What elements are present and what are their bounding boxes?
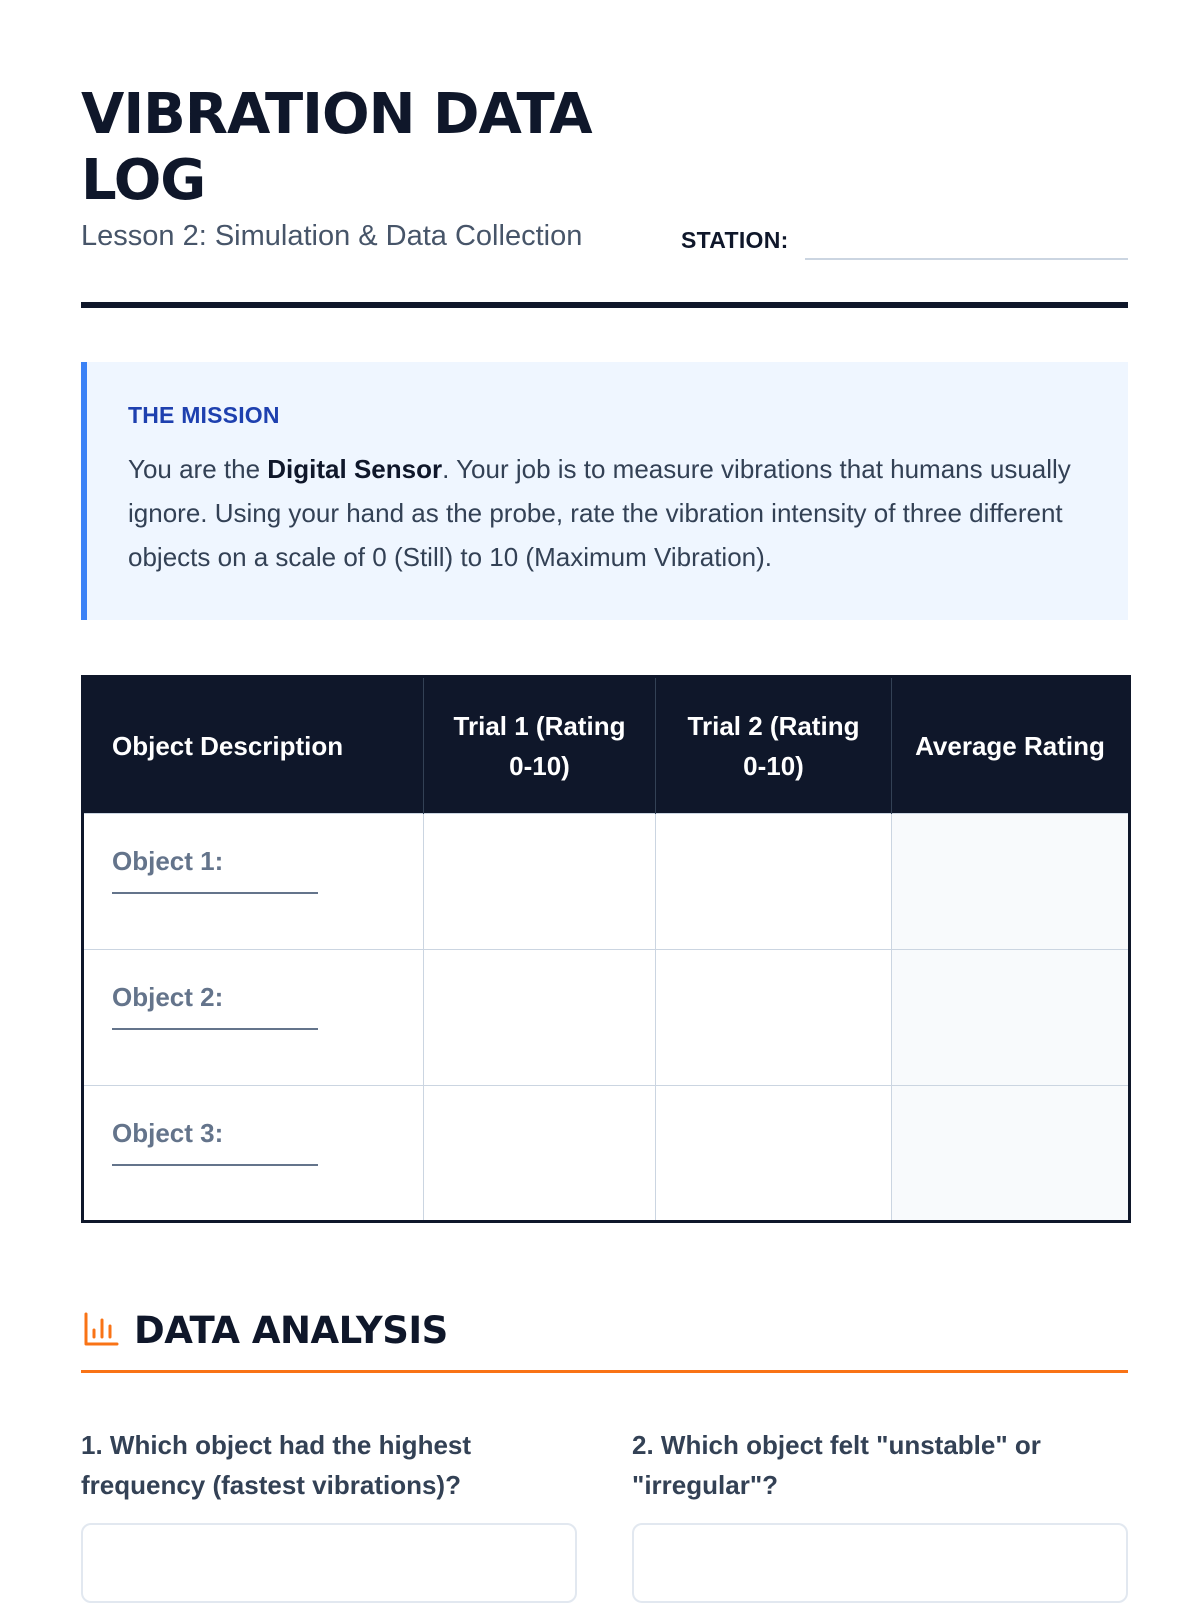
lesson-subtitle: Lesson 2: Simulation & Data Collection (81, 220, 583, 252)
table-row (83, 1086, 1130, 1222)
object-cell[interactable] (83, 814, 424, 950)
station-field[interactable] (805, 258, 1128, 260)
mission-text-bold: Digital Sensor (267, 454, 443, 484)
question-2 (632, 1425, 1128, 1603)
average-cell[interactable] (892, 814, 1130, 950)
col-header-trial2: Trial 2 (Rating 0-10) (656, 677, 892, 814)
question-1-text: 1. Which object had the highest frequency (fastest vibrations)? (81, 1430, 472, 1500)
mission-box (81, 362, 1128, 620)
question-2-text: 2. Which object felt "unstable" or "irregular"? (632, 1430, 1041, 1500)
data-table (81, 675, 1131, 1223)
object-name-line (112, 892, 318, 894)
col-header-trial1: Trial 1 (Rating 0-10) (424, 677, 656, 814)
analysis-header (81, 1305, 1128, 1373)
analysis-title: DATA ANALYSIS (134, 1309, 448, 1352)
object-cell[interactable] (83, 1086, 424, 1222)
station-label: STATION: (681, 227, 789, 253)
table-row (83, 950, 1130, 1086)
mission-text-start: You are the (128, 454, 268, 484)
object-label: Object 3: (112, 1118, 224, 1148)
object-cell[interactable] (83, 950, 424, 1086)
header (81, 0, 1128, 308)
trial1-cell[interactable] (424, 950, 656, 1086)
mission-text-end: . Your job is to measure vibrations that humans usually ignore. Using your hand as the probe, rate the vibration intensity of three different objects on a scale of 0 (Still) to 10 (Maximum Vibration). (128, 454, 1071, 572)
table-row (83, 814, 1130, 950)
trial2-cell[interactable] (656, 814, 892, 950)
question-1-answer-box[interactable] (81, 1523, 577, 1603)
average-cell[interactable] (892, 950, 1130, 1086)
object-name-line (112, 1028, 318, 1030)
worksheet-page (81, 0, 1128, 1500)
object-label: Object 1: (112, 846, 224, 876)
question-2-answer-box[interactable] (632, 1523, 1128, 1603)
mission-text (128, 447, 1086, 579)
trial1-cell[interactable] (424, 1086, 656, 1222)
question-1 (81, 1425, 577, 1603)
object-name-line (112, 1164, 318, 1166)
col-header-object: Object Description (83, 677, 424, 814)
mission-title: THE MISSION (128, 402, 280, 428)
table-header-row (83, 677, 1130, 814)
trial2-cell[interactable] (656, 1086, 892, 1222)
page-title: VIBRATION DATA LOG (81, 82, 592, 213)
trial2-cell[interactable] (656, 950, 892, 1086)
average-cell[interactable] (892, 1086, 1130, 1222)
header-divider (81, 302, 1128, 308)
trial1-cell[interactable] (424, 814, 656, 950)
col-header-average: Average Rating (892, 677, 1130, 814)
object-label: Object 2: (112, 982, 224, 1012)
bar-chart-icon (83, 1311, 119, 1347)
